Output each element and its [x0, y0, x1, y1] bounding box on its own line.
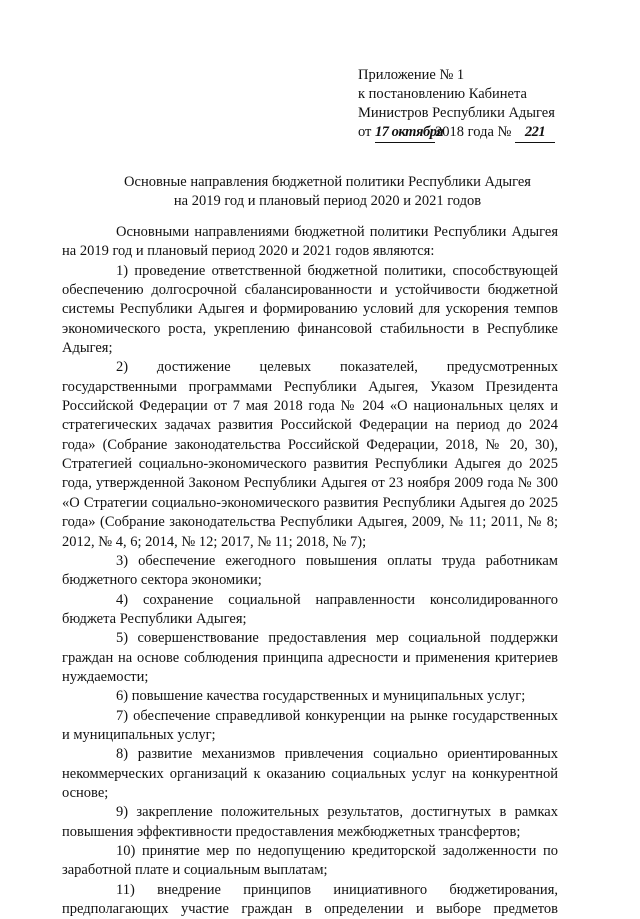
paragraph-item-9: 9) закрепление положительных результатов, достигнутых в рамках повышения эффективности предоставления межбюджетных трансфертов; [62, 804, 558, 840]
paragraph-item-6: 6) повышение качества государственных и муниципальных услуг; [116, 688, 526, 705]
paragraph-item-3: 3) обеспечение ежегодного повышения оплаты труда работникам бюджетного сектора экономики; [62, 552, 558, 589]
paragraph-item-11: 11) внедрение принципов инициативного бюджетирования, предполагающих участие граждан в определении и выборе предметов [62, 881, 558, 918]
appendix-line-resolution: к постановлению Кабинета [358, 86, 527, 102]
appendix-header [358, 66, 555, 143]
paragraph-item-10: 10) принятие мер по недопущению кредиторской задолженности по заработной плате и социальным выплатам; [62, 843, 558, 879]
paragraph-item-2: 2) достижение целевых показателей, предусмотренных государственными программами Республики Адыгея, Указом Президента Российской Федерации от 7 мая 2018 года № 204 «О национальных целях и стратегических задачах развития Российской Федерации на период до 2024 года» (Собрание законодательства Российской Федерации, 2018, № 20, 30), Стратегией социально-экономического развития Республики Адыгея до 2025 года, утвержденной Законом Республики Адыгея от 23 ноября 2009 года № 300 «О Стратегии социально-экономического развития Республики Адыгея до 2025 года» (Собрание законодательства Республики Адыгея, 2009, № 11; 2011, № 8; 2012, № 4, 6; 2014, № 12; 2017, № 11; 2018, № 7); [62, 359, 558, 550]
paragraph-intro: Основными направлениями бюджетной политики Республики Адыгея на 2019 год и плановый период 2020 и 2021 годов являются: [62, 224, 558, 260]
appendix-line-cabinet: Министров Республики Адыгея [358, 105, 555, 121]
document-number-handwritten: 221 [515, 123, 555, 143]
paragraph-item-1: 1) проведение ответственной бюджетной политики, способствующей обеспечению долгосрочной сбалансированности и устойчивости бюджетной системы Республики Адыгея и формированию условий для ускорения темпов экономического роста, укреплению финансовой стабильности в Республике Адыгея; [62, 262, 558, 357]
document-body [62, 223, 558, 919]
paragraph-item-4: 4) сохранение социальной направленности консолидированного бюджета Республики Адыгея; [62, 591, 558, 627]
appendix-title: Приложение № 1 [358, 67, 465, 83]
document-title [90, 173, 565, 211]
appendix-date-line [358, 123, 555, 143]
paragraph-item-7: 7) обеспечение справедливой конкуренции на рынке государственных и муниципальных услуг; [62, 707, 558, 743]
title-line-2: на 2019 год и плановый период 2020 и 2021 годов [173, 193, 482, 209]
date-day-handwritten: 17 октября [375, 123, 435, 143]
date-suffix: 2018 года № [435, 124, 512, 140]
title-line-1: Основные направления бюджетной политики Республики Адыгея [124, 174, 531, 190]
date-prefix: от [358, 124, 372, 140]
paragraph-item-8: 8) развитие механизмов привлечения социально ориентированных некоммерческих организаций к оказанию социальных услуг на конкурентной основе; [62, 746, 558, 801]
paragraph-item-5: 5) совершенствование предоставления мер социальной поддержки граждан на основе соблюдения принципа адресности и применения критериев нуждаемости; [62, 630, 558, 685]
